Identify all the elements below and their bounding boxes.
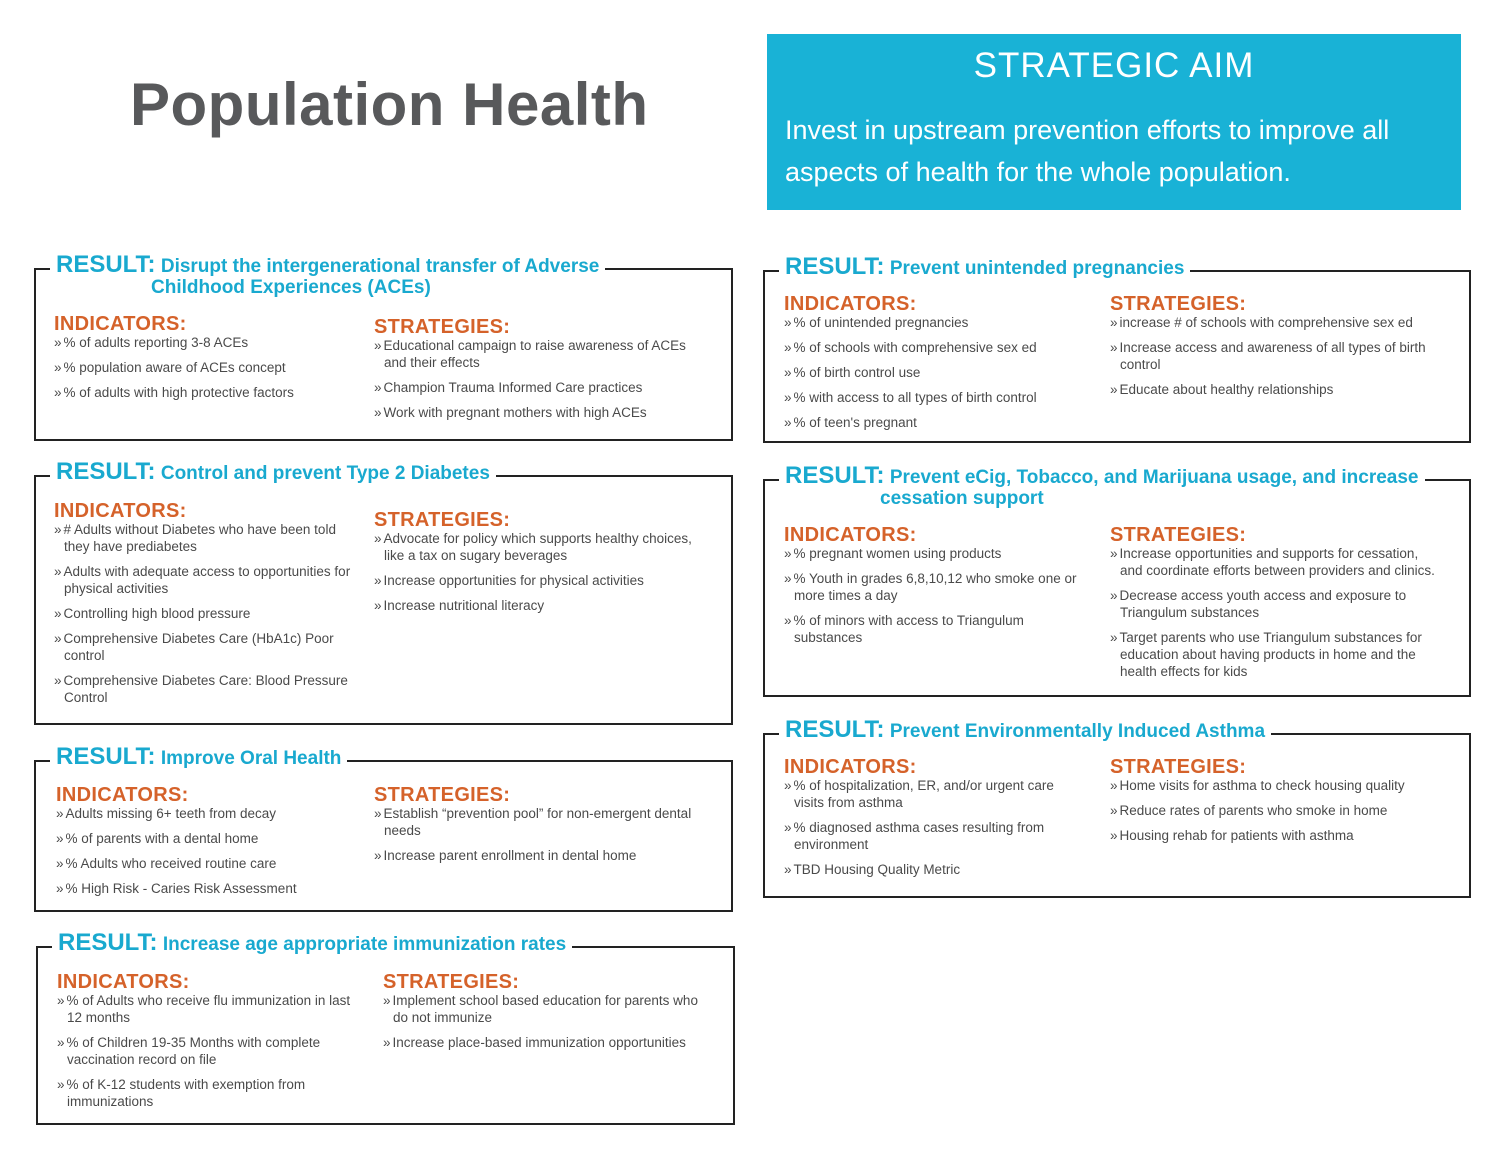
- indicator-item: » % of parents with a dental home: [56, 830, 356, 847]
- strategy-item: » Increase opportunities for physical activities: [374, 572, 704, 589]
- indicators-list: [54, 334, 354, 401]
- strategies-heading: STRATEGIES:: [374, 509, 511, 531]
- result-title: [779, 462, 1425, 509]
- strategic-aim-text: Invest in upstream prevention efforts to improve all aspects of health for the whole population.: [785, 115, 1390, 187]
- result-title-text-continued: cessation support: [880, 488, 1044, 509]
- indicators-column: [784, 525, 1084, 654]
- indicator-item: » % Youth in grades 6,8,10,12 who smoke one or more times a day: [784, 570, 1084, 604]
- strategy-item: » Housing rehab for patients with asthma: [1110, 827, 1440, 844]
- strategies-column: [374, 317, 704, 429]
- strategies-list: [1110, 777, 1440, 844]
- strategy-item: » Work with pregnant mothers with high ACEs: [374, 404, 704, 421]
- indicators-heading: INDICATORS:: [784, 756, 917, 778]
- strategies-column: [1110, 757, 1440, 852]
- indicator-item: » % of hospitalization, ER, and/or urgent care visits from asthma: [784, 777, 1054, 811]
- strategies-list: [1110, 314, 1460, 398]
- strategies-list: [374, 530, 704, 614]
- indicator-item: » % of birth control use: [784, 364, 1084, 381]
- strategy-item: » Reduce rates of parents who smoke in home: [1110, 802, 1440, 819]
- strategic-aim-box: [767, 34, 1461, 210]
- indicator-item: » % population aware of ACEs concept: [54, 359, 354, 376]
- strategies-column: [1110, 294, 1460, 406]
- strategies-heading: STRATEGIES:: [383, 971, 520, 993]
- indicator-item: » % Adults who received routine care: [56, 855, 356, 872]
- indicators-heading: INDICATORS:: [784, 524, 917, 546]
- strategies-heading: STRATEGIES:: [1110, 524, 1247, 546]
- result-label: RESULT:: [58, 929, 158, 956]
- result-label: RESULT:: [56, 743, 156, 770]
- result-card: [763, 253, 1471, 443]
- indicator-item: » % of Children 19-35 Months with complete vaccination record on file: [57, 1034, 367, 1068]
- strategies-list: [1110, 545, 1440, 680]
- indicator-item: » % of adults reporting 3-8 ACEs: [54, 334, 354, 351]
- strategy-item: » Increase parent enrollment in dental home: [374, 847, 704, 864]
- strategies-heading: STRATEGIES:: [374, 316, 511, 338]
- indicator-item: » # Adults without Diabetes who have been told they have prediabetes: [54, 521, 354, 555]
- result-title-text: Control and prevent Type 2 Diabetes: [160, 463, 490, 484]
- indicators-column: [56, 785, 356, 905]
- strategies-heading: STRATEGIES:: [1110, 293, 1247, 315]
- strategies-list: [383, 992, 713, 1051]
- result-title-text: Increase age appropriate immunization rates: [162, 934, 567, 955]
- result-card: [763, 462, 1471, 697]
- result-card: [34, 458, 733, 725]
- indicator-item: » % of adults with high protective factors: [54, 384, 354, 401]
- indicator-item: » % of minors with access to Triangulum substances: [784, 612, 1084, 646]
- result-label: RESULT:: [56, 458, 156, 485]
- strategies-column: [383, 972, 713, 1059]
- indicator-item: » Comprehensive Diabetes Care (HbA1c) Poor control: [54, 630, 354, 664]
- indicator-item: » Adults missing 6+ teeth from decay: [56, 805, 356, 822]
- indicators-heading: INDICATORS:: [54, 500, 187, 522]
- strategy-item: » Educational campaign to raise awareness of ACEs and their effects: [374, 337, 704, 371]
- strategies-column: [374, 785, 704, 872]
- indicators-list: [54, 521, 354, 706]
- strategy-item: » Increase access and awareness of all types of birth control: [1110, 339, 1460, 373]
- indicator-item: » % of teen's pregnant: [784, 414, 1084, 431]
- strategic-aim-heading: STRATEGIC AIM: [973, 46, 1255, 85]
- strategy-item: » Implement school based education for parents who do not immunize: [383, 992, 713, 1026]
- strategy-item: » Educate about healthy relationships: [1110, 381, 1460, 398]
- indicator-item: » % of unintended pregnancies: [784, 314, 1084, 331]
- indicator-item: » % pregnant women using products: [784, 545, 1084, 562]
- strategy-item: » Increase nutritional literacy: [374, 597, 704, 614]
- strategy-item: » Decrease access youth access and exposure to Triangulum substances: [1110, 587, 1440, 621]
- result-title: [52, 929, 572, 956]
- indicators-list: [57, 992, 367, 1110]
- result-title-text: Prevent unintended pregnancies: [889, 258, 1185, 279]
- strategies-column: [374, 510, 704, 622]
- result-title: [50, 458, 496, 485]
- indicators-list: [784, 545, 1084, 646]
- page-title: Population Health: [130, 71, 649, 138]
- strategy-item: » Establish “prevention pool” for non-emergent dental needs: [374, 805, 704, 839]
- result-card: [763, 716, 1471, 898]
- indicator-item: » % with access to all types of birth control: [784, 389, 1084, 406]
- strategies-heading: STRATEGIES:: [374, 784, 511, 806]
- indicator-item: » Controlling high blood pressure: [54, 605, 354, 622]
- strategy-item: » Advocate for policy which supports healthy choices, like a tax on sugary beverages: [374, 530, 704, 564]
- indicators-column: [54, 314, 354, 409]
- result-label: RESULT:: [785, 716, 885, 743]
- indicators-list: [784, 314, 1084, 431]
- indicators-column: [784, 757, 1054, 886]
- indicator-item: » % of Adults who receive flu immunization in last 12 months: [57, 992, 367, 1026]
- result-title: [50, 743, 347, 770]
- result-card: [34, 251, 733, 441]
- strategy-item: » Target parents who use Triangulum substances for education about having products in home and the health effects for kids: [1110, 629, 1440, 680]
- result-title-text: Improve Oral Health: [160, 748, 342, 769]
- indicator-item: » % of schools with comprehensive sex ed: [784, 339, 1084, 356]
- indicators-list: [56, 805, 356, 897]
- strategies-list: [374, 805, 704, 864]
- result-card: [34, 743, 733, 912]
- indicators-heading: INDICATORS:: [54, 313, 187, 335]
- strategy-item: » Home visits for asthma to check housing quality: [1110, 777, 1440, 794]
- result-label: RESULT:: [785, 253, 885, 280]
- indicator-item: » % High Risk - Caries Risk Assessment: [56, 880, 356, 897]
- indicator-item: » % diagnosed asthma cases resulting from environment: [784, 819, 1054, 853]
- result-card: [36, 929, 735, 1125]
- result-title-text-continued: Childhood Experiences (ACEs): [151, 277, 431, 298]
- indicator-item: » % of K-12 students with exemption from immunizations: [57, 1076, 367, 1110]
- strategies-list: [374, 337, 704, 421]
- indicator-item: » Comprehensive Diabetes Care: Blood Pressure Control: [54, 672, 354, 706]
- result-title-text: Disrupt the intergenerational transfer of Adverse: [160, 256, 600, 277]
- strategy-item: » Champion Trauma Informed Care practices: [374, 379, 704, 396]
- indicators-list: [784, 777, 1054, 878]
- indicators-heading: INDICATORS:: [57, 971, 190, 993]
- result-title: [779, 253, 1190, 280]
- indicators-heading: INDICATORS:: [56, 784, 189, 806]
- result-label: RESULT:: [785, 462, 885, 489]
- result-title-text: Prevent Environmentally Induced Asthma: [889, 721, 1266, 742]
- indicators-column: [57, 972, 367, 1118]
- result-title-text: Prevent eCig, Tobacco, and Marijuana usage, and increase: [889, 467, 1419, 488]
- strategies-column: [1110, 525, 1440, 688]
- indicator-item: » Adults with adequate access to opportunities for physical activities: [54, 563, 354, 597]
- indicators-heading: INDICATORS:: [784, 293, 917, 315]
- result-title: [50, 251, 605, 298]
- strategy-item: » Increase place-based immunization opportunities: [383, 1034, 713, 1051]
- result-title: [779, 716, 1271, 743]
- strategy-item: » increase # of schools with comprehensive sex ed: [1110, 314, 1460, 331]
- result-label: RESULT:: [56, 251, 156, 278]
- strategy-item: » Increase opportunities and supports for cessation, and coordinate efforts between providers and clinics.: [1110, 545, 1440, 579]
- strategies-heading: STRATEGIES:: [1110, 756, 1247, 778]
- indicators-column: [54, 501, 354, 714]
- indicators-column: [784, 294, 1084, 439]
- indicator-item: » TBD Housing Quality Metric: [784, 861, 1054, 878]
